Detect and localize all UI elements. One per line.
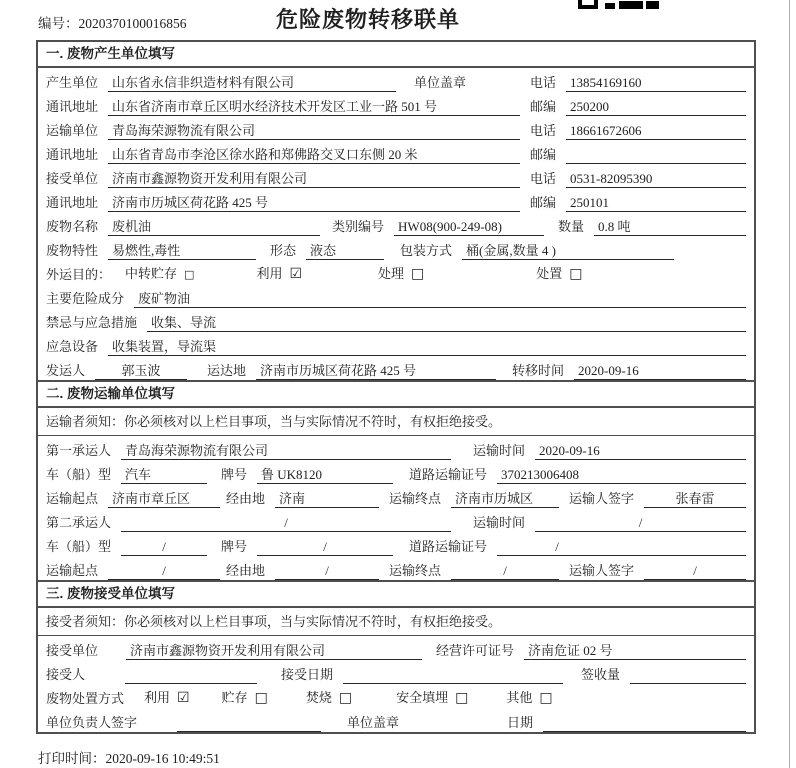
receiver-zip: 250101	[566, 193, 746, 212]
row-waste-traits	[38, 236, 754, 260]
qr-code-fragment-icon	[578, 0, 666, 9]
transporter-phone: 18661672606	[566, 121, 746, 140]
row-receiver-address	[38, 188, 754, 212]
producer-phone: 13854169160	[566, 73, 746, 92]
route-end-label: 运输终点	[389, 491, 442, 506]
destination-value: 济南市历城区荷花路 425 号	[256, 361, 496, 380]
transporter-label: 运输单位	[46, 123, 99, 138]
road-permit-value: /	[497, 537, 617, 556]
carrier-sign-label: 运输人签字	[569, 563, 635, 578]
license-label: 经营许可证号	[436, 643, 515, 658]
category-code-label: 类别编号	[332, 219, 385, 234]
row-transfer-purpose	[38, 260, 754, 284]
disposal-option-other	[506, 688, 552, 708]
road-permit-value: 370213006408	[497, 465, 746, 484]
row-producer	[38, 68, 754, 92]
carrier-sign-value: /	[644, 561, 746, 580]
notice-label: 运输者须知：	[46, 414, 125, 429]
producer-value: 山东省永信非织造材料有限公司	[108, 73, 396, 92]
section1-heading: 一. 废物产生单位填写	[38, 42, 754, 68]
option-label: 利用	[256, 266, 283, 281]
producer-zip: 250200	[566, 97, 746, 116]
precaution-label: 禁忌与应急措施	[46, 315, 138, 330]
transporter-notice	[38, 408, 754, 436]
zip-label: 邮编	[529, 195, 556, 210]
address-label: 通讯地址	[46, 99, 99, 114]
route-end-value: 济南市历城区	[451, 489, 559, 508]
option-label: 处理	[378, 266, 405, 281]
route-via-label: 经由地	[226, 563, 266, 578]
precaution-value: 收集、导流	[147, 313, 746, 332]
section3-heading: 三. 废物接受单位填写	[38, 580, 754, 608]
row-dispatch	[38, 356, 754, 380]
qr-finder-block	[578, 0, 598, 9]
page-edge-line	[789, 0, 790, 768]
zip-label: 邮编	[529, 147, 556, 162]
checkbox-dispose-icon: □	[569, 266, 583, 282]
transport-time-value: /	[535, 513, 746, 532]
equipment-value: 收集装置，导流渠	[108, 337, 746, 356]
option-label: 利用	[144, 690, 171, 705]
receiver-value: 济南市鑫源物资开发利用有限公司	[108, 169, 520, 188]
producer-label: 产生单位	[46, 75, 99, 90]
accepting-unit-value: 济南市鑫源物资开发利用有限公司	[126, 641, 422, 660]
responsible-sign-value	[177, 713, 321, 732]
vehicle-type-value: /	[121, 537, 207, 556]
road-permit-label: 道路运输证号	[409, 467, 488, 482]
disposal-option-incinerate	[306, 688, 352, 708]
date-label: 日期	[507, 715, 534, 730]
received-qty-value	[630, 665, 746, 684]
waste-traits-value: 易燃性,毒性	[108, 241, 256, 260]
purpose-label: 外运目的：	[46, 267, 112, 282]
disposal-label: 废物处置方式	[46, 691, 125, 706]
serial-label: 编号：	[38, 16, 79, 31]
checkbox-store-icon: □	[254, 690, 268, 706]
row-producer-address	[38, 92, 754, 116]
route-start-value: /	[108, 561, 220, 580]
unit-seal-label: 单位盖章	[347, 715, 400, 730]
receiver-phone: 0531-82095390	[566, 169, 746, 188]
address-label: 通讯地址	[46, 147, 99, 162]
row-waste-name	[38, 212, 754, 236]
row-vehicle-1	[38, 460, 754, 484]
page-title: 危险废物转移联单	[275, 7, 460, 32]
transport-time-label: 运输时间	[473, 443, 526, 458]
road-permit-extension	[617, 537, 746, 556]
row-route-2	[38, 556, 754, 580]
document-header	[0, 0, 796, 40]
route-via-value: 济南	[275, 489, 379, 508]
purpose-option-dispose	[536, 264, 582, 284]
category-code-value: HW08(900-249-08)	[394, 217, 544, 236]
second-carrier-value: /	[121, 513, 451, 532]
address-label: 通讯地址	[46, 195, 99, 210]
receiver-label: 接受单位	[46, 171, 99, 186]
row-route-1	[38, 484, 754, 508]
disposal-option-landfill	[396, 688, 468, 708]
transfer-time-value: 2020-09-16	[574, 361, 746, 380]
row-accepting-unit	[38, 636, 754, 660]
plate-value: 鲁 UK8120	[257, 465, 393, 484]
packing-value: 桶(金属,数量 4 )	[462, 241, 674, 260]
qr-block	[605, 3, 615, 9]
qr-block	[646, 1, 659, 9]
receiver-address-value: 济南市历城区荷花路 425 号	[108, 193, 520, 212]
notice-text: 你必须核对以上栏目事项，当与实际情况不符时，有权拒绝接受。	[124, 414, 502, 429]
option-label: 处置	[536, 266, 563, 281]
waste-name-value: 废机油	[108, 217, 320, 236]
disposal-option-store	[222, 688, 268, 708]
option-label: 中转贮存	[125, 266, 178, 281]
first-carrier-label: 第一承运人	[46, 443, 112, 458]
qr-block	[619, 1, 643, 9]
hazard-value: 废矿物油	[134, 289, 746, 308]
print-time-label: 打印时间：	[38, 751, 106, 766]
route-end-value: /	[451, 561, 559, 580]
accepting-unit-label: 接受单位	[46, 643, 99, 658]
phone-label: 电话	[529, 123, 556, 138]
producer-address-value: 山东省济南市章丘区明水经济技术开发区工业一路 501 号	[108, 97, 520, 116]
license-value: 济南危证 02 号	[524, 641, 746, 660]
serial-number: 2020370100016856	[78, 16, 187, 31]
option-label: 焚烧	[305, 690, 332, 705]
receiver-notice	[38, 608, 754, 636]
received-qty-label: 签收量	[581, 667, 621, 682]
route-start-label: 运输起点	[46, 563, 99, 578]
checkbox-storage-icon: □	[184, 268, 195, 281]
equipment-label: 应急设备	[46, 339, 99, 354]
vehicle-type-label: 车（船）型	[46, 467, 112, 482]
row-first-carrier	[38, 436, 754, 460]
transporter-address-value: 山东省青岛市李沧区徐水路和郑佛路交叉口东侧 20 米	[108, 145, 520, 164]
first-carrier-value: 青岛海荣源物流有限公司	[121, 441, 451, 460]
second-carrier-label: 第二承运人	[46, 515, 112, 530]
phone-label: 电话	[529, 171, 556, 186]
seal-label: 单位盖章	[414, 75, 467, 90]
road-permit-label: 道路运输证号	[409, 539, 488, 554]
carrier-sign-label: 运输人签字	[569, 491, 635, 506]
dispatcher-label: 发运人	[46, 363, 86, 378]
option-label: 安全填埋	[396, 690, 449, 705]
option-label: 其他	[506, 690, 533, 705]
vehicle-type-label: 车（船）型	[46, 539, 112, 554]
notice-text: 你必须核对以上栏目事项，当与实际情况不符时，有权拒绝接受。	[124, 614, 502, 629]
waste-traits-label: 废物特性	[46, 243, 99, 258]
route-via-value: /	[275, 561, 379, 580]
row-hazard-components	[38, 284, 754, 308]
transporter-value: 青岛海荣源物流有限公司	[108, 121, 520, 140]
acceptor-label: 接受人	[46, 667, 86, 682]
responsible-sign-label: 单位负责人签字	[46, 715, 138, 730]
route-via-label: 经由地	[226, 491, 266, 506]
accept-date-value	[343, 665, 563, 684]
plate-label: 牌号	[221, 467, 248, 482]
checkbox-landfill-icon: □	[455, 690, 469, 706]
destination-label: 运达地	[207, 363, 247, 378]
checkbox-incinerate-icon: □	[338, 690, 353, 706]
checkbox-utilize-icon: ☑	[289, 266, 303, 282]
hazard-label: 主要危险成分	[46, 291, 125, 306]
section2-heading: 二. 废物运输单位填写	[38, 380, 754, 408]
purpose-option-utilize	[256, 264, 302, 284]
row-transporter	[38, 116, 754, 140]
form-value: 液态	[306, 241, 384, 260]
row-acceptor	[38, 660, 754, 684]
row-emergency-equipment	[38, 332, 754, 356]
checkbox-other-icon: □	[539, 690, 553, 706]
checkbox-treat-icon: □	[411, 266, 425, 282]
plate-label: 牌号	[221, 539, 248, 554]
vehicle-type-value: 汽车	[121, 465, 207, 484]
form-label: 形态	[270, 243, 297, 258]
route-end-label: 运输终点	[389, 563, 442, 578]
phone-label: 电话	[529, 75, 556, 90]
row-second-carrier	[38, 508, 754, 532]
row-disposal-method	[38, 684, 754, 708]
route-start-label: 运输起点	[46, 491, 99, 506]
disposal-option-utilize	[144, 688, 190, 708]
purpose-option-storage	[125, 264, 194, 284]
packing-label: 包装方式	[400, 243, 453, 258]
transport-time-value: 2020-09-16	[535, 441, 746, 460]
date-value	[543, 713, 746, 732]
dispatcher-value: 郭玉波	[95, 361, 187, 380]
zip-label: 邮编	[529, 99, 556, 114]
acceptor-value	[125, 665, 257, 684]
quantity-value: 0.8 吨	[594, 217, 746, 236]
row-precautions	[38, 308, 754, 332]
carrier-sign-value: 张春雷	[644, 489, 746, 508]
transfer-manifest-form	[36, 40, 756, 734]
transport-time-label: 运输时间	[473, 515, 526, 530]
purpose-option-treat	[378, 264, 424, 284]
row-receiver	[38, 164, 754, 188]
waste-name-label: 废物名称	[46, 219, 99, 234]
row-responsible-signature	[38, 708, 754, 732]
route-start-value: 济南市章丘区	[108, 489, 220, 508]
print-time-line	[38, 747, 220, 767]
quantity-label: 数量	[558, 219, 585, 234]
checkbox-utilize-icon: ☑	[177, 690, 190, 706]
transfer-time-label: 转移时间	[512, 363, 565, 378]
transporter-zip	[566, 145, 746, 164]
plate-value: /	[257, 537, 393, 556]
notice-label: 接受者须知：	[46, 614, 125, 629]
print-time-value: 2020-09-16 10:49:51	[105, 751, 220, 766]
row-vehicle-2	[38, 532, 754, 556]
accept-date-label: 接受日期	[281, 667, 334, 682]
row-transporter-address	[38, 140, 754, 164]
option-label: 贮存	[221, 690, 248, 705]
